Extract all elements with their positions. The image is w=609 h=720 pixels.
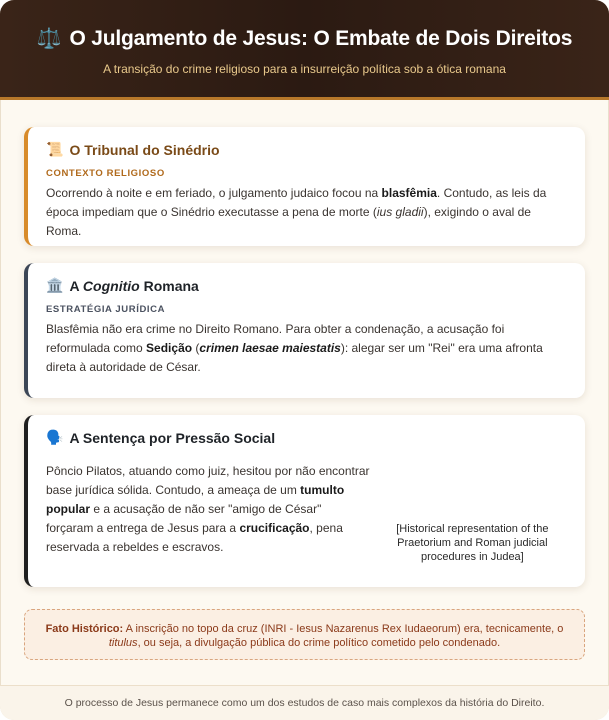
title-part: Romana bbox=[139, 277, 199, 294]
body-text: Pôncio Pilatos, atuando como juiz, hesitou por não encontrar base jurídica sólida. Contudo, a ameaça de um bbox=[46, 464, 370, 497]
page-title-text: O Julgamento de Jesus: O Embate de Dois Direitos bbox=[69, 26, 573, 50]
body-bold-italic: crimen laesae maiestatis bbox=[199, 341, 341, 355]
footer-note: O processo de Jesus permanece como um dos estudos de caso mais complexos da história do Direito. bbox=[0, 685, 609, 720]
body-text: ( bbox=[192, 341, 200, 355]
body-text: Ocorrendo à noite e em feriado, o julgamento judaico focou na bbox=[46, 186, 382, 200]
card-sinedrio bbox=[24, 127, 585, 246]
card-label: CONTEXTO RELIGIOSO bbox=[46, 168, 165, 179]
title-italic: Cognitio bbox=[82, 277, 140, 294]
card-title bbox=[46, 141, 565, 158]
fact-text: A inscrição no topo da cruz (INRI - Iesus Nazarenus Rex Iudaeorum) era, tecnicamente, o bbox=[123, 623, 564, 635]
card-title-text bbox=[69, 278, 198, 294]
scales-icon: ⚖️ bbox=[36, 28, 62, 50]
body-bold: blasfêmia bbox=[381, 186, 437, 200]
card-body bbox=[46, 184, 565, 241]
title-part: A bbox=[69, 277, 83, 294]
body-text: ): alegar ser um "Rei" era uma afronta direta à autoridade de César. bbox=[46, 341, 543, 374]
page-subtitle: A transição do crime religioso para a insurreição política sob a ótica romana bbox=[103, 62, 506, 76]
body-text: Blasfêmia não era crime no Direito Romano. Para obter a condenação, a acusação foi reformulada como bbox=[46, 322, 505, 355]
card-title-text: A Sentença por Pressão Social bbox=[69, 429, 276, 446]
body-bold: crucificação bbox=[239, 521, 310, 535]
body-text: e a acusação de não ser "amigo de César" forçaram a entrega de Jesus para a bbox=[46, 502, 322, 535]
figure-placeholder: [Historical representation of the Praetorium and Roman judicial procedures in Judea] bbox=[396, 523, 549, 563]
card-title-text: O Tribunal do Sinédrio bbox=[69, 141, 220, 158]
speaking-head-icon: 🗣️ bbox=[46, 429, 64, 445]
card-body bbox=[46, 462, 370, 564]
page-title bbox=[37, 26, 572, 51]
card-columns bbox=[46, 462, 565, 564]
body-text: . Contudo, as leis da época impediam que o Sinédrio executasse a pena de morte ( bbox=[46, 186, 547, 219]
card-cognitio bbox=[24, 263, 585, 398]
header bbox=[0, 0, 609, 100]
fact-italic: titulus bbox=[108, 637, 138, 649]
body-italic: ius gladii bbox=[376, 205, 424, 219]
body-bold: tumulto popular bbox=[46, 483, 345, 516]
card-sentenca bbox=[24, 415, 585, 587]
body-bold: Sedição bbox=[146, 341, 193, 355]
body-text: , pena reservada a rebeldes e escravos. bbox=[46, 521, 343, 554]
card-label: ESTRATÉGIA JURÍDICA bbox=[46, 304, 166, 315]
historical-fact-callout bbox=[24, 609, 585, 660]
card-body bbox=[46, 320, 565, 377]
body-text: ), exigindo o aval de Roma. bbox=[46, 205, 531, 238]
card-title bbox=[46, 429, 565, 446]
fact-label: Fato Histórico: bbox=[45, 623, 124, 635]
fact-text: , ou seja, a divulgação pública do crime político cometido pelo condenado. bbox=[137, 637, 501, 649]
card-title bbox=[46, 277, 565, 294]
scroll-icon: 📜 bbox=[46, 141, 64, 157]
classical-building-icon: 🏛️ bbox=[46, 277, 64, 293]
